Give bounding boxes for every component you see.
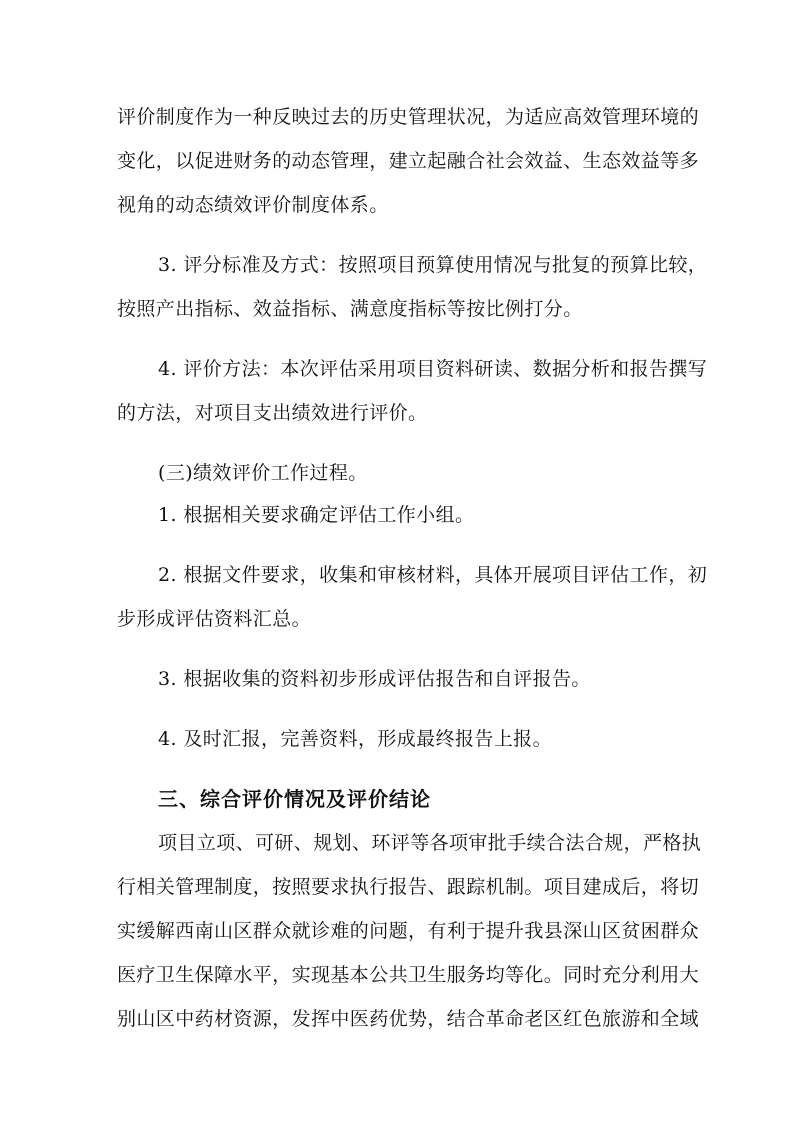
process-step-1: 1. 根据相关要求确定评估工作小组。 [158,504,475,526]
conclusion-line-5: 别山区中药材资源，发挥中医药优势，结合革命老区红色旅游和全域 [117,1008,700,1030]
conclusion-line-3: 实缓解西南山区群众就诊难的问题，有利于提升我县深山区贫困群众 [117,920,700,942]
process-step-2-line-2: 步形成评估资料汇总。 [117,608,312,630]
intro-line-2: 变化，以促进财务的动态管理，建立起融合社会效益、生态效益等多 [117,150,700,172]
section-3-title: (三)绩效评价工作过程。 [158,462,368,484]
item4-line-2: 的方法，对项目支出绩效进行评价。 [117,402,428,424]
intro-line-3: 视角的动态绩效评价制度体系。 [117,194,389,216]
process-step-2-line-1: 2. 根据文件要求，收集和审核材料，具体开展项目评估工作，初 [158,564,708,586]
conclusion-line-2: 行相关管理制度，按照要求执行报告、跟踪机制。项目建成后，将切 [117,876,700,898]
item3-line-2: 按照产出指标、效益指标、满意度指标等按比例打分。 [117,298,583,320]
section-heading: 三、综合评价情况及评价结论 [158,787,431,811]
intro-line-1: 评价制度作为一种反映过去的历史管理状况，为适应高效管理环境的 [117,106,700,128]
conclusion-line-1: 项目立项、可研、规划、环评等各项审批手续合法合规，严格执 [158,832,702,854]
item4-line-1: 4. 评价方法：本次评估采用项目资料研读、数据分析和报告撰写 [158,358,708,380]
process-step-4: 4. 及时汇报，完善资料，形成最终报告上报。 [158,728,552,750]
process-step-3: 3. 根据收集的资料初步形成评估报告和自评报告。 [158,668,591,690]
item3-line-1: 3. 评分标准及方式：按照项目预算使用情况与批复的预算比较， [158,254,708,276]
conclusion-line-4: 医疗卫生保障水平，实现基本公共卫生服务均等化。同时充分利用大 [117,964,700,986]
